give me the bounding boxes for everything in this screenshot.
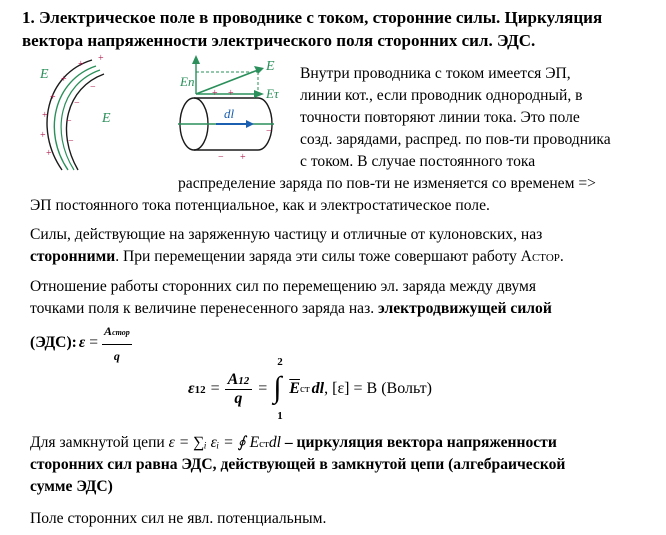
svg-text:−: −	[266, 126, 272, 137]
para4-line2: сторонних сил равна ЭДС, действующей в замкнутой цепи (алгебраической	[30, 456, 566, 473]
svg-text:+: +	[50, 92, 56, 103]
svg-text:+: +	[61, 74, 67, 85]
conductor-figure	[28, 52, 300, 180]
svg-text:−: −	[68, 136, 74, 147]
minus-signs	[66, 82, 96, 147]
section-title: 1. Электрическое поле в проводнике с током, сторонние силы. Циркуляция вектора напряженности электрического поля сторонних сил. ЭДС.	[22, 8, 603, 50]
para2-line1: Силы, действующие на заряженную частицу и отличные от кулоновских, наз	[30, 226, 543, 243]
circulation-dl: dl	[268, 434, 281, 451]
emf-equals: =	[89, 334, 99, 351]
integrand-dl: dl	[311, 380, 325, 397]
work-subscript: СТОР	[531, 252, 560, 264]
para3-line2	[30, 298, 660, 320]
curved-conductor-outer	[47, 60, 92, 170]
formula-units: , [ε] = В (Вольт)	[324, 380, 432, 397]
para2-line2	[30, 246, 660, 269]
curved-conductor-inner	[66, 74, 104, 170]
para1-line6: распределение заряда по пов-ти не изменяется со временем =>	[178, 175, 596, 192]
para4-dash: –	[280, 434, 297, 451]
formula-fraction	[225, 371, 253, 408]
emf-abbrev: (ЭДС):	[30, 334, 77, 351]
field-label-left: E	[40, 67, 49, 82]
svg-text:−: −	[74, 98, 80, 109]
svg-text:+: +	[40, 130, 46, 141]
formula-eq1: =	[210, 380, 220, 397]
integrand-subscript: ст	[299, 383, 310, 395]
para1-line2: линии кот., если проводник однородный, в	[300, 87, 583, 104]
integral-sign: 2 ∫ 1	[273, 356, 283, 422]
emf-fraction	[102, 320, 132, 367]
integrand-e: $\overline{E}$	[289, 380, 300, 397]
svg-text:+: +	[78, 59, 84, 70]
term-emf: электродвижущей силой	[378, 300, 552, 317]
para4-bold1: циркуляция вектора напряженности	[296, 434, 557, 451]
etau-arrowhead	[254, 90, 264, 98]
para3-line1: Отношение работы сторонних сил по перемещению эл. заряда между двумя	[30, 278, 537, 295]
emf12-symbol: ε12	[188, 380, 206, 397]
e-label: E	[266, 59, 275, 74]
emf12-formula	[188, 358, 432, 420]
svg-text:−: −	[66, 116, 72, 127]
svg-text:+: +	[212, 88, 218, 99]
para1-line1: Внутри проводника с током имеется ЭП,	[300, 65, 571, 82]
svg-text:+: +	[42, 110, 48, 121]
emf-symbol: ε	[78, 334, 86, 351]
para1-line4: созд. зарядами, распред. по пов-ти проводника	[300, 131, 611, 148]
emf-definition	[30, 323, 132, 363]
term-external-forces: сторонними	[30, 248, 116, 265]
e-vector	[196, 70, 258, 94]
dl-arrowhead	[246, 120, 254, 128]
para1-line5: с током. В случае постоянного тока	[300, 153, 536, 170]
svg-text:+: +	[228, 88, 234, 99]
circulation-formula: ε = ∑ᵢ εᵢ = ∮ E	[168, 434, 260, 451]
para5: Поле сторонних сил не явл. потенциальным.	[30, 510, 327, 527]
formula-eq2: =	[258, 380, 268, 397]
formula-numerator: A12	[225, 371, 253, 390]
para1-line7: ЭП постоянного тока потенциальное, как и электростатическое поле.	[30, 197, 490, 214]
para2-line2-end: .	[559, 248, 564, 265]
field-label-curve: E	[102, 111, 111, 126]
svg-text:−: −	[218, 152, 224, 163]
integral-upper: 2	[277, 356, 283, 368]
para2-line2-rest: . При перемещении заряда эти силы тоже совершают работу A	[115, 248, 532, 265]
e-arrowhead	[254, 66, 264, 74]
emf-denominator: q	[113, 348, 120, 363]
svg-text:+: +	[46, 148, 52, 159]
formula-denominator: q	[234, 389, 243, 407]
svg-text:+: +	[240, 152, 246, 163]
svg-text:−: −	[90, 82, 96, 93]
svg-text:+: +	[98, 53, 104, 64]
para3-line2-start: точками поля к величине перенесенного заряда наз.	[30, 300, 379, 317]
para4-start: Для замкнутой цепи	[30, 434, 169, 451]
para4-line3: сумме ЭДС)	[30, 478, 113, 495]
para4-line1	[30, 432, 660, 455]
etau-label: Eτ	[266, 86, 279, 101]
dl-label: dl	[224, 106, 235, 121]
en-arrowhead	[192, 55, 200, 64]
integral-lower: 1	[277, 410, 283, 422]
para1-line3: точности повторяют линии тока. Это поле	[300, 109, 580, 126]
en-label: En	[180, 74, 195, 89]
emf-numerator: Aстор	[102, 320, 132, 345]
circulation-subscript: ст	[259, 438, 269, 450]
